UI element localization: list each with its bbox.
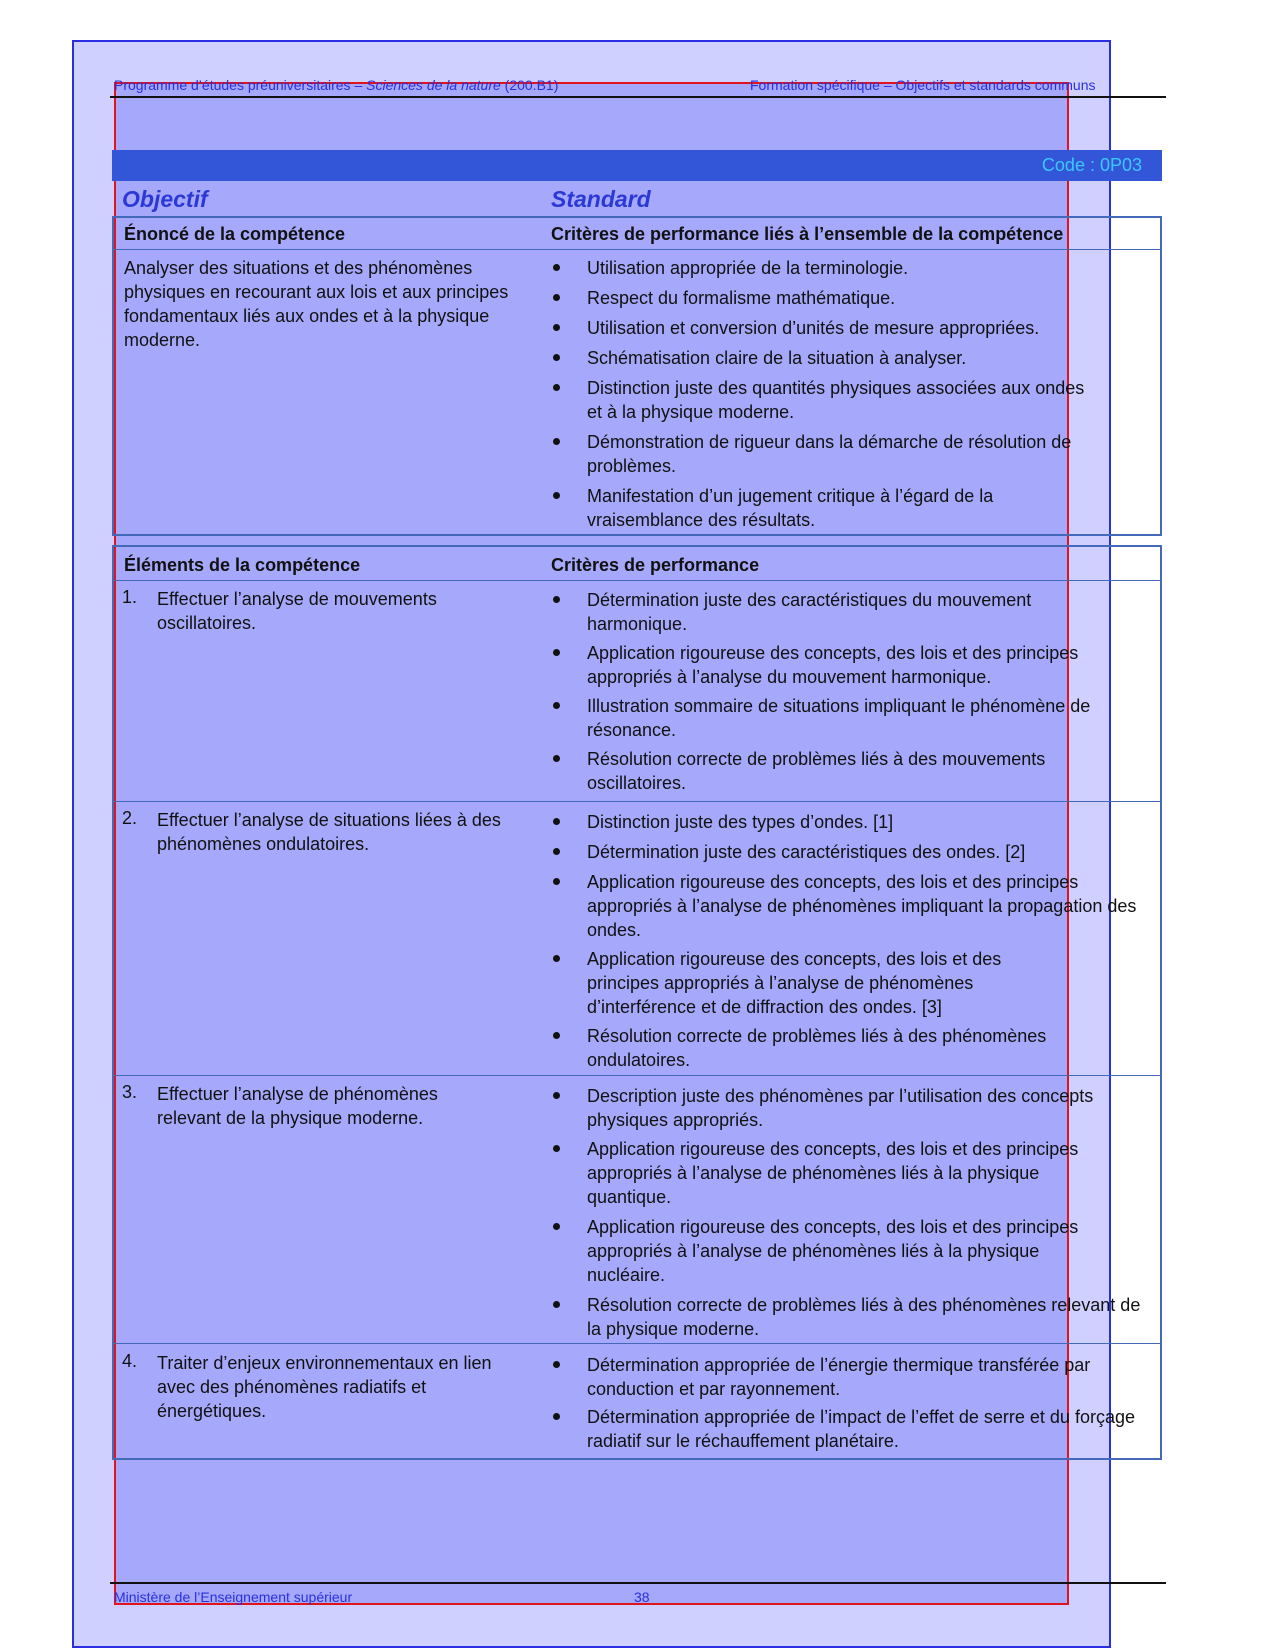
bullet	[553, 438, 560, 445]
element-number: 1.	[122, 587, 138, 607]
element-text: Traiter d’enjeux environnementaux en lien avec des phénomènes radiatifs et énergétiques.	[157, 1353, 492, 1421]
footer-ministry: Ministère de l’Enseignement supérieur	[114, 1589, 353, 1605]
competency-statement-table	[112, 216, 1162, 536]
row-separator	[114, 1075, 1160, 1076]
competency-elements-table	[112, 545, 1162, 1460]
bullet	[553, 755, 560, 762]
code-bar	[112, 150, 1162, 181]
statement-header: Énoncé de la compétence	[124, 224, 346, 244]
bullet	[553, 1361, 560, 1368]
criterion: Application rigoureuse des concepts, des lois et des principes appropriés à l’analyse de phénomènes impliquant la propagation des ondes.	[587, 872, 1137, 940]
criterion: Résolution correcte de problèmes liés à des phénomènes ondulatoires.	[587, 1026, 1047, 1070]
criterion: Application rigoureuse des concepts, des lois et des principes appropriés à l’analyse de phénomènes d’interférence et de diffraction des ondes. [3]	[587, 949, 1002, 1017]
bullet	[553, 384, 560, 391]
criterion: Détermination juste des caractéristiques des ondes. [2]	[587, 842, 1026, 862]
bullet	[553, 955, 560, 962]
criterion: Illustration sommaire de situations impliquant le phénomène de résonance.	[587, 696, 1091, 740]
bullet	[553, 1092, 560, 1099]
criterion: Distinction juste des quantités physiques associées aux ondes et à la physique moderne.	[587, 378, 1085, 422]
running-header-right: Formation spécifique – Objectifs et standards communs	[750, 77, 1096, 93]
objectif-title: Objectif	[122, 186, 208, 212]
criterion: Application rigoureuse des concepts, des lois et des principes appropriés à l’analyse de phénomènes liés à la physique quantique.	[587, 1139, 1079, 1207]
bullet	[553, 1301, 560, 1308]
bullet	[553, 1413, 560, 1420]
bullet	[553, 818, 560, 825]
bullet	[553, 1032, 560, 1039]
criterion: Utilisation appropriée de la terminologie.	[587, 258, 909, 278]
bullet	[553, 1145, 560, 1152]
criterion: Résolution correcte de problèmes liés à des mouvements oscillatoires.	[587, 749, 1046, 793]
criterion: Schématisation claire de la situation à analyser.	[587, 348, 967, 368]
criterion: Distinction juste des types d’ondes. [1]	[587, 812, 894, 832]
page-number: 38	[634, 1589, 650, 1605]
element-text: Effectuer l’analyse de phénomènes relevant de la physique moderne.	[157, 1084, 438, 1128]
criterion: Respect du formalisme mathématique.	[587, 288, 896, 308]
element-text: Effectuer l’analyse de situations liées à des phénomènes ondulatoires.	[157, 810, 501, 854]
footer-rule	[110, 1582, 1166, 1584]
bullet	[553, 264, 560, 271]
element-number: 3.	[122, 1082, 138, 1102]
header-rule	[110, 96, 1166, 98]
bullet	[553, 596, 560, 603]
element-text: Effectuer l’analyse de mouvements oscillatoires.	[157, 589, 437, 633]
header-program: Programme d’études préuniversitaires –	[114, 77, 367, 93]
header-program-name: Sciences de la nature	[366, 77, 501, 93]
bullet	[553, 294, 560, 301]
overall-criteria-header: Critères de performance liés à l’ensemble de la compétence	[551, 224, 1064, 244]
criterion: Application rigoureuse des concepts, des lois et des principes appropriés à l’analyse du mouvement harmonique.	[587, 643, 1079, 687]
element-number: 4.	[122, 1351, 138, 1371]
header-separator	[114, 580, 1160, 581]
criteria-header: Critères de performance	[551, 555, 760, 575]
bullet	[553, 878, 560, 885]
bullet	[553, 492, 560, 499]
header-separator	[114, 249, 1160, 250]
criterion: Détermination juste des caractéristiques du mouvement harmonique.	[587, 590, 1032, 634]
criterion: Résolution correcte de problèmes liés à des phénomènes relevant de la physique moderne.	[587, 1295, 1141, 1339]
element-number: 2.	[122, 808, 138, 828]
bullet	[553, 848, 560, 855]
criterion: Détermination appropriée de l’énergie thermique transférée par conduction et par rayonnement.	[587, 1355, 1091, 1399]
standard-title: Standard	[551, 186, 651, 212]
bullet	[553, 1223, 560, 1230]
criterion: Utilisation et conversion d’unités de mesure appropriées.	[587, 318, 1040, 338]
criterion: Application rigoureuse des concepts, des lois et des principes appropriés à l’analyse de phénomènes liés à la physique nucléaire.	[587, 1217, 1079, 1285]
row-separator	[114, 1343, 1160, 1344]
row-separator	[114, 801, 1160, 802]
competency-code: Code : 0P03	[1041, 155, 1142, 175]
competency-statement: Analyser des situations et des phénomènes physiques en recourant aux lois et aux principes fondamentaux liés aux ondes et à la physique moderne.	[124, 258, 509, 350]
header-program-code: (200.B1)	[500, 77, 559, 93]
bullet	[553, 702, 560, 709]
running-header-left	[114, 77, 558, 93]
bullet	[553, 354, 560, 361]
criterion: Démonstration de rigueur dans la démarche de résolution de problèmes.	[587, 432, 1072, 476]
criterion: Détermination appropriée de l’impact de l’effet de serre et du forçage radiatif sur le réchauffement planétaire.	[587, 1407, 1135, 1451]
bullet	[553, 324, 560, 331]
bullet	[553, 649, 560, 656]
criterion: Manifestation d’un jugement critique à l’égard de la vraisemblance des résultats.	[587, 486, 994, 530]
elements-header: Éléments de la compétence	[124, 555, 361, 575]
criterion: Description juste des phénomènes par l’utilisation des concepts physiques appropriés.	[587, 1086, 1094, 1130]
